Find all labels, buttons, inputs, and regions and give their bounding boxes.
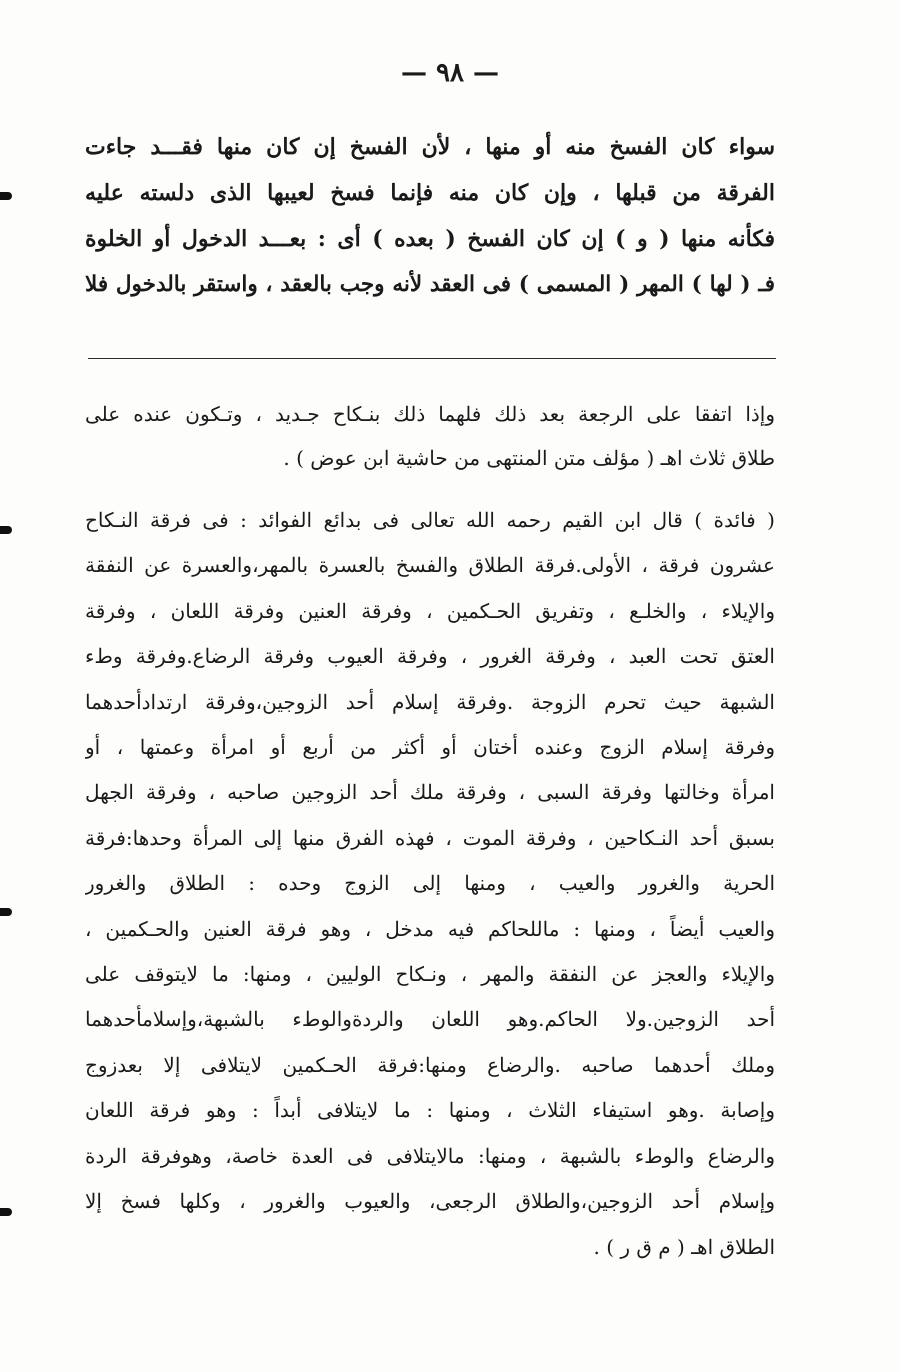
main-text-block — [85, 124, 775, 308]
benefit-line: وإصابة .وهو استيفاء الثلاث ، ومنها : ما لايتلافى أبداً : وهو فرقة اللعان — [85, 1098, 775, 1123]
benefit-line: ( فائدة ) قال ابن القيم رحمه الله تعالى فى بدائع الفوائد : فى فرقة النـكاح — [85, 508, 775, 532]
benefit-line: وفرقة إسلام الزوج وعنده أختان أو أكثر من أربع أو امرأة وعمتها ، أو — [85, 735, 775, 760]
footnote-block — [85, 392, 775, 480]
footnote-divider — [88, 358, 776, 359]
benefit-line: والرضاع والوطء بالشبهة ، ومنها: مالايتلافى فى العدة خاصة، وهوفرقة الردة — [85, 1143, 775, 1168]
main-text-line: سواء كان الفسخ منه أو منها ، لأن الفسخ إن كان منها فقـــد جاءت — [85, 134, 775, 160]
scan-margin-mark — [0, 526, 12, 534]
footnote-line: طلاق ثلاث اهـ ( مؤلف متن المنتهى من حاشية ابن عوض ) . — [283, 446, 775, 470]
benefit-line: أحد الزوجين.ولا الحاكم.وهو اللعان والردةوالوطء بالشبهة،وإسلامأحدهما — [85, 1007, 775, 1032]
benefit-line: الحرية والغرور والعيب ، ومنها إلى الزوج وحده : الطلاق والغرور — [85, 871, 775, 896]
benefit-line: والإيلاء ، والخلـع ، وتفريق الحـكمين ، وفرقة العنين وفرقة اللعان ، وفرقة — [85, 598, 775, 623]
scan-margin-mark — [0, 908, 12, 916]
main-text-line: فكأنه منها ( و ) إن كان الفسخ ( بعده ) أى : بعـــد الدخول أو الخلوة — [85, 226, 775, 252]
benefit-line: الشبهة حيث تحرم الزوجة .وفرقة إسلام أحد الزوجين،وفرقة ارتدادأحدهما — [85, 689, 775, 714]
scan-margin-mark — [0, 1208, 12, 1216]
main-text-line: فـ ( لها ) المهر ( المسمى ) فى العقد لأنه وجب بالعقد ، واستقر بالدخول فلا — [85, 272, 775, 297]
footnote-line: وإذا اتفقا على الرجعة بعد ذلك فلهما ذلك بنـكاح جـديد ، وتـكون عنده على — [85, 402, 775, 426]
benefit-line: بسبق أحد النـكاحين ، وفرقة الموت ، فهذه الفرق منها إلى المرأة وحدها:فرقة — [85, 825, 775, 850]
page-number: — ٩٨ — — [400, 58, 500, 88]
benefit-line: امرأة وخالتها وفرقة السبى ، وفرقة ملك أحد الزوجين صاحبه ، وفرقة الجهل — [85, 780, 775, 805]
benefit-line: الطلاق اهـ ( م ق ر ) . — [593, 1234, 775, 1259]
benefit-line: والعيب أيضاً ، ومنها : ماللحاكم فيه مدخل ، وهو فرقة العنين والحـكمين ، — [85, 916, 775, 941]
benefit-line: وإسلام أحد الزوجين،والطلاق الرجعى، والعيوب والغرور ، وكلها فسخ إلا — [85, 1189, 775, 1214]
benefit-line: والإيلاء والعجز عن النفقة والمهر ، ونـكاح الوليين ، ومنها: ما لايتوقف على — [85, 962, 775, 987]
scan-margin-mark — [0, 192, 12, 200]
benefit-line: العتق تحت العبد ، وفرقة الغرور ، وفرقة العيوب وفرقة الرضاع.وفرقة وطء — [85, 644, 775, 669]
benefit-line: وملك أحدهما صاحبه .والرضاع ومنها:فرقة الحـكمين لايتلافى إلا بعدزوج — [85, 1052, 775, 1077]
main-text-line: الفرقة من قبلها ، وإن كان منه فإنما فسخ لعيبها الذى دلسته عليه — [85, 180, 775, 206]
benefit-note-block — [85, 498, 775, 1270]
benefit-line: عشرون فرقة ، الأولى.فرقة الطلاق والفسخ بالعسرة بالمهر،والعسرة عن النفقة — [85, 553, 775, 578]
